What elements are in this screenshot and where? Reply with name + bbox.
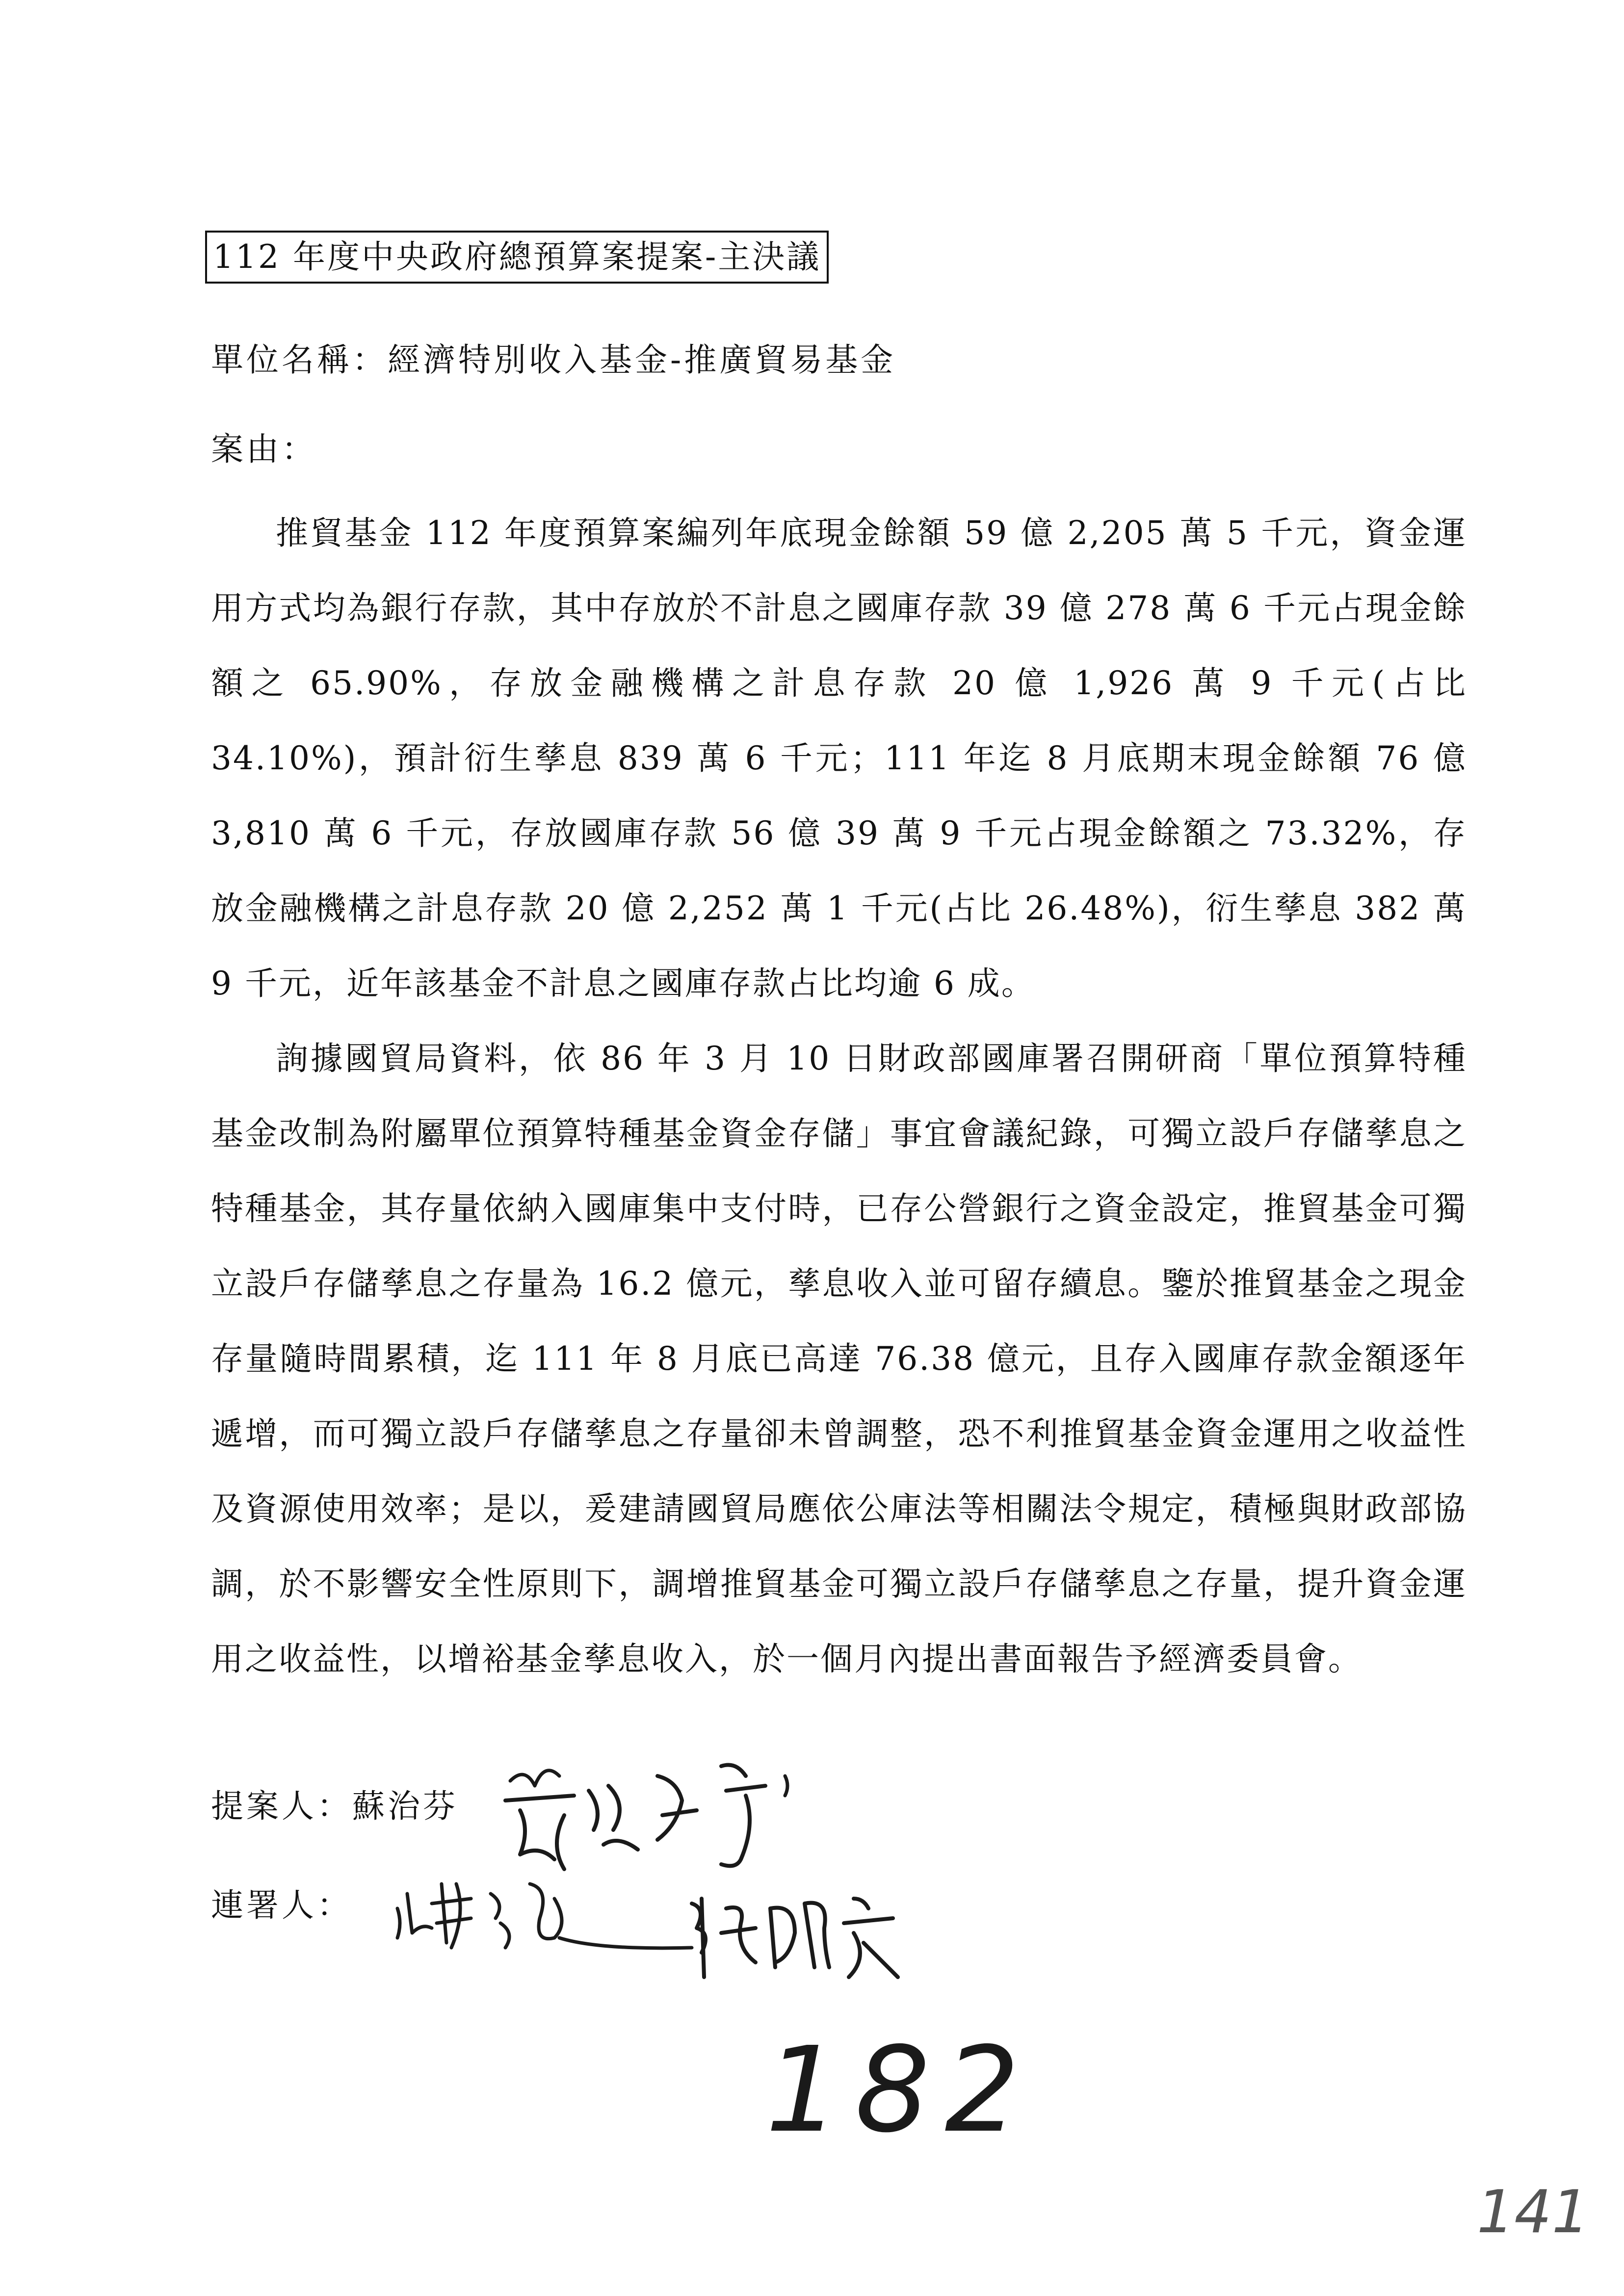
case-paragraph-1: 推貿基金 112 年度預算案編列年底現金餘額 59 億 2,205 萬 5 千元，資金運用方式均為銀行存款，其中存放於不計息之國庫存款 39 億 278 萬 6 千元占現金餘額之 65.90%，存放金融機構之計息存款 20 億 1,926 萬 9 千元(占比 34.10%)，預計衍生孳息 839 萬 6 千元；111 年迄 8 月底期末現金餘額 76 億 3,810 萬 6 千元，存放國庫存款 56 億 39 萬 9 千元占現金餘額之 73.32%，存放金融機構之計息存款 20 億 2,252 萬 1 千元(占比 26.48%)，衍生孳息 382 萬 9 千元，近年該基金不計息之國庫存款占比均逾 6 成。 xyxy=(211,514,1467,1002)
cosigner-line: 連署人： xyxy=(211,1886,352,1924)
corner-page-number: 141 xyxy=(1477,2178,1590,2246)
proposer-line: 提案人：蘇治芬 xyxy=(211,1787,458,1825)
unit-name: 單位名稱：經濟特別收入基金-推廣貿易基金 xyxy=(211,341,896,379)
case-label: 案由： xyxy=(211,430,317,468)
handwritten-page-number: 182 xyxy=(765,2021,1035,2159)
cosigner-signature-2 xyxy=(682,1879,908,1987)
case-body xyxy=(211,496,1467,1696)
case-paragraph-2: 詢據國貿局資料，依 86 年 3 月 10 日財政部國庫署召開研商「單位預算特種基金改制為附屬單位預算特種基金資金存儲」事宜會議紀錄，可獨立設戶存儲孳息之特種基金，其存量依納入國庫集中支付時，已存公營銀行之資金設定，推貿基金可獨立設戶存儲孳息之存量為 16.2 億元，孳息收入並可留存續息。鑒於推貿基金之現金存量隨時間累積，迄 111 年 8 月底已高達 76.38 億元，且存入國庫存款金額逐年遞增，而可獨立設戶存儲孳息之存量卻未曾調整，恐不利推貿基金資金運用之收益性及資源使用效率；是以，爰建請國貿局應依公庫法等相關法令規定，積極與財政部協調，於不影響安全性原則下，調增推貿基金可獨立設戶存儲孳息之存量，提升資金運用之收益性，以增裕基金孳息收入，於一個月內提出書面報告予經濟委員會。 xyxy=(211,1040,1467,1678)
proposal-title: 112 年度中央政府總預算案提案-主決議 xyxy=(205,231,829,284)
cosigner-signature-1 xyxy=(393,1854,697,1967)
